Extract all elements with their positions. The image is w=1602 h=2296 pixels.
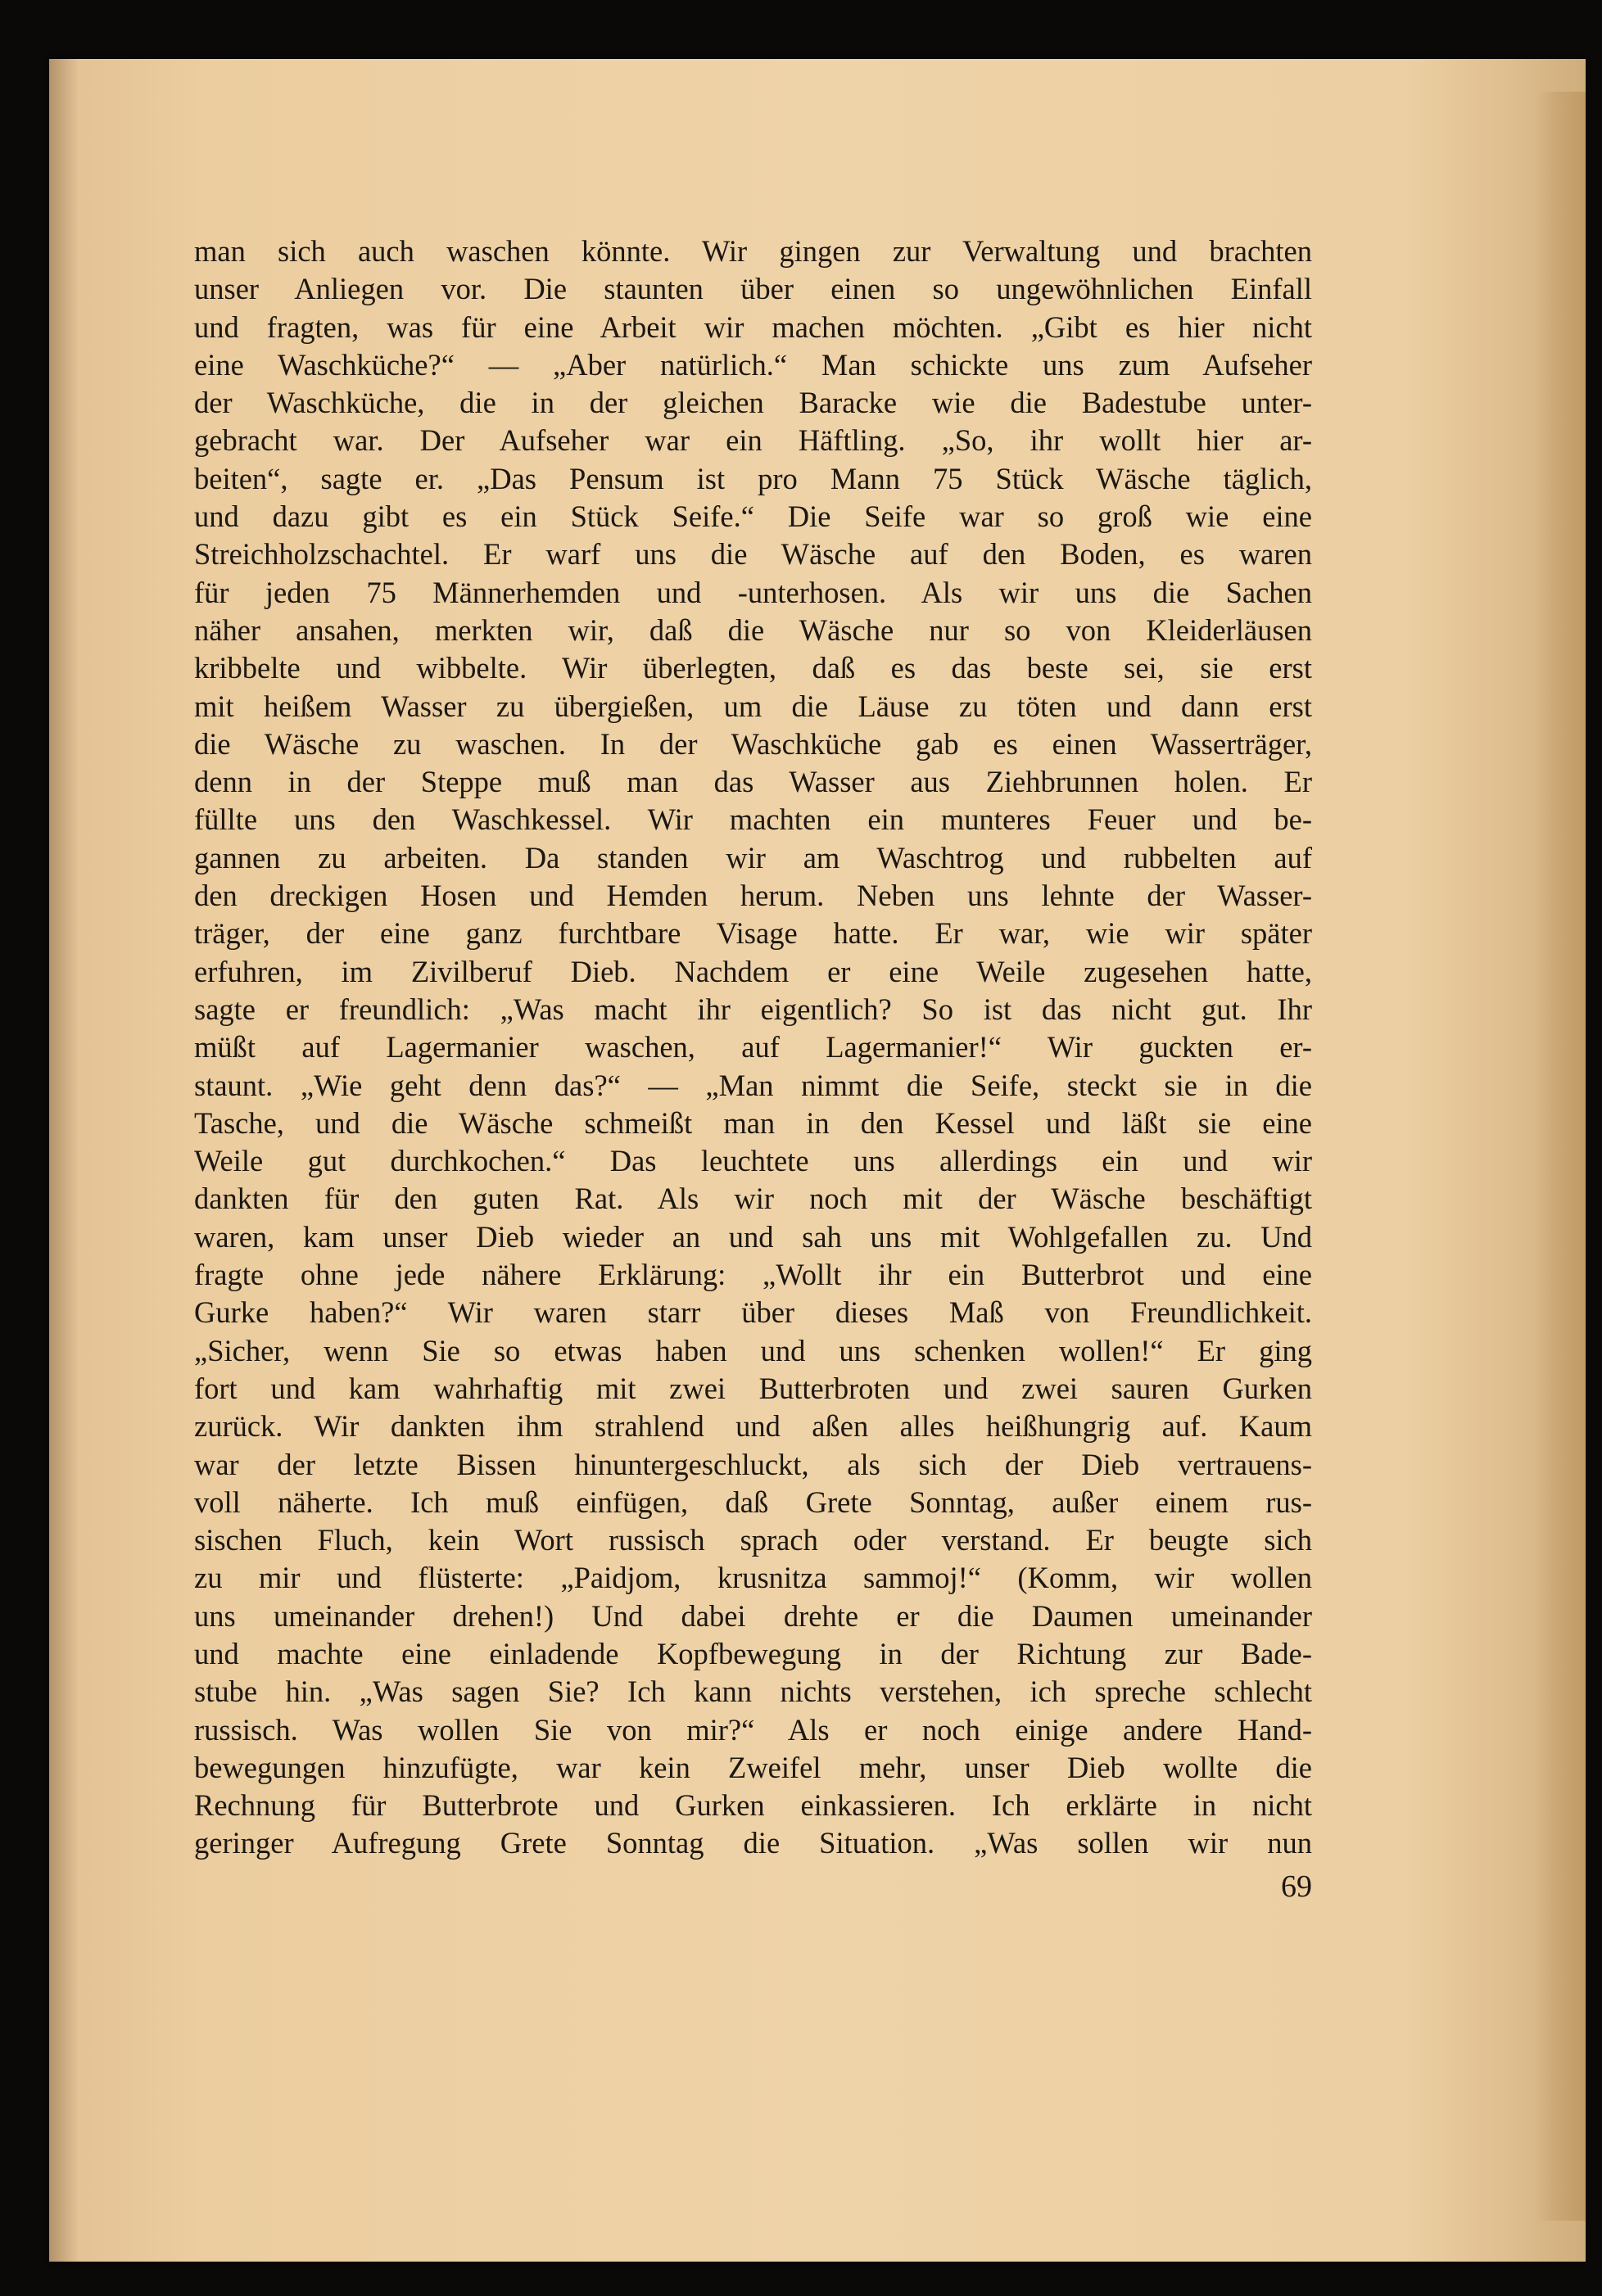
text-line: Gurke haben?“ Wir waren starr über dieses Maß von Freundlichkeit. [194, 1295, 1312, 1330]
text-line: beiten“, sagte er. „Das Pensum ist pro Mann 75 Stück Wäsche täglich, [194, 461, 1312, 495]
text-line: bewegungen hinzufügte, war kein Zweifel mehr, unser Dieb wollte die [194, 1750, 1312, 1784]
text-line: der Waschküche, die in der gleichen Baracke wie die Badestube unter- [194, 386, 1312, 420]
text-line: näher ansahen, merkten wir, daß die Wäsche nur so von Kleiderläusen [194, 612, 1312, 647]
text-line: sagte er freundlich: „Was macht ihr eigentlich? So ist das nicht gut. Ihr [194, 992, 1312, 1026]
text-line: Tasche, und die Wäsche schmeißt man in den Kessel und läßt sie eine [194, 1105, 1312, 1140]
text-line: und dazu gibt es ein Stück Seife.“ Die Seife war so groß wie eine [194, 499, 1312, 534]
text-line: den dreckigen Hosen und Hemden herum. Neben uns lehnte der Wasser- [194, 879, 1312, 913]
text-line: für jeden 75 Männerhemden und -unterhosen. Als wir uns die Sachen [194, 575, 1312, 609]
text-line: eine Waschküche?“ — „Aber natürlich.“ Man schickte uns zum Aufseher [194, 347, 1312, 382]
text-line: gebracht war. Der Aufseher war ein Häftling. „So, ihr wollt hier ar- [194, 423, 1312, 458]
text-line: träger, der eine ganz furchtbare Visage hatte. Er war, wie wir später [194, 916, 1312, 951]
text-line: kribbelte und wibbelte. Wir überlegten, daß es das beste sei, sie erst [194, 651, 1312, 685]
text-line: staunt. „Wie geht denn das?“ — „Man nimmt die Seife, steckt sie in die [194, 1068, 1312, 1102]
text-line: füllte uns den Waschkessel. Wir machten ein munteres Feuer und be- [194, 802, 1312, 837]
text-line: fragte ohne jede nähere Erklärung: „Wollt ihr ein Butterbrot und eine [194, 1258, 1312, 1292]
text-line: mit heißem Wasser zu übergießen, um die Läuse zu töten und dann erst [194, 689, 1312, 723]
text-line: dankten für den guten Rat. Als wir noch mit der Wäsche beschäftigt [194, 1182, 1312, 1216]
text-line: man sich auch waschen könnte. Wir gingen zur Verwaltung und brachten [194, 234, 1312, 268]
text-line: die Wäsche zu waschen. In der Waschküche gab es einen Wasserträger, [194, 726, 1312, 761]
text-line: und machte eine einladende Kopfbewegung in der Richtung zur Bade- [194, 1636, 1312, 1670]
text-line: geringer Aufregung Grete Sonntag die Situation. „Was sollen wir nun [194, 1826, 1312, 1860]
text-line: denn in der Steppe muß man das Wasser aus Ziehbrunnen holen. Er [194, 765, 1312, 799]
page-number: 69 [1281, 1869, 1312, 1904]
text-line: „Sicher, wenn Sie so etwas haben und uns schenken wollen!“ Er ging [194, 1333, 1312, 1367]
text-line: russisch. Was wollen Sie von mir?“ Als er noch einige andere Hand- [194, 1712, 1312, 1747]
text-line: war der letzte Bissen hinuntergeschluckt, als sich der Dieb vertrauens- [194, 1447, 1312, 1481]
text-line: uns umeinander drehen!) Und dabei drehte er die Daumen umeinander [194, 1598, 1312, 1633]
text-line: fort und kam wahrhaftig mit zwei Butterbroten und zwei sauren Gurken [194, 1371, 1312, 1405]
text-line: Weile gut durchkochen.“ Das leuchtete uns allerdings ein und wir [194, 1144, 1312, 1178]
text-line: sischen Fluch, kein Wort russisch sprach oder verstand. Er beugte sich [194, 1523, 1312, 1557]
text-line: gannen zu arbeiten. Da standen wir am Waschtrog und rubbelten auf [194, 840, 1312, 875]
text-line: müßt auf Lagermanier waschen, auf Lagermanier!“ Wir guckten er- [194, 1030, 1312, 1064]
text-line: unser Anliegen vor. Die staunten über einen so ungewöhnlichen Einfall [194, 272, 1312, 306]
text-line: stube hin. „Was sagen Sie? Ich kann nichts verstehen, ich spreche schlecht [194, 1675, 1312, 1709]
text-line: voll näherte. Ich muß einfügen, daß Grete Sonntag, außer einem rus- [194, 1485, 1312, 1519]
body-text [194, 233, 1312, 1863]
text-line: und fragten, was für eine Arbeit wir machen möchten. „Gibt es hier nicht [194, 310, 1312, 344]
page-edge [1536, 92, 1586, 2221]
text-line: waren, kam unser Dieb wieder an und sah uns mit Wohlgefallen zu. Und [194, 1219, 1312, 1254]
text-line: zurück. Wir dankten ihm strahlend und aßen alles heißhungrig auf. Kaum [194, 1409, 1312, 1444]
binding-shadow [49, 59, 79, 2262]
text-line: Rechnung für Butterbrote und Gurken einkassieren. Ich erklärte in nicht [194, 1788, 1312, 1823]
text-line: Streichholzschachtel. Er warf uns die Wäsche auf den Boden, es waren [194, 537, 1312, 572]
text-line: zu mir und flüsterte: „Paidjom, krusnitza sammoj!“ (Komm, wir wollen [194, 1561, 1312, 1595]
text-line: erfuhren, im Zivilberuf Dieb. Nachdem er eine Weile zugesehen hatte, [194, 954, 1312, 988]
